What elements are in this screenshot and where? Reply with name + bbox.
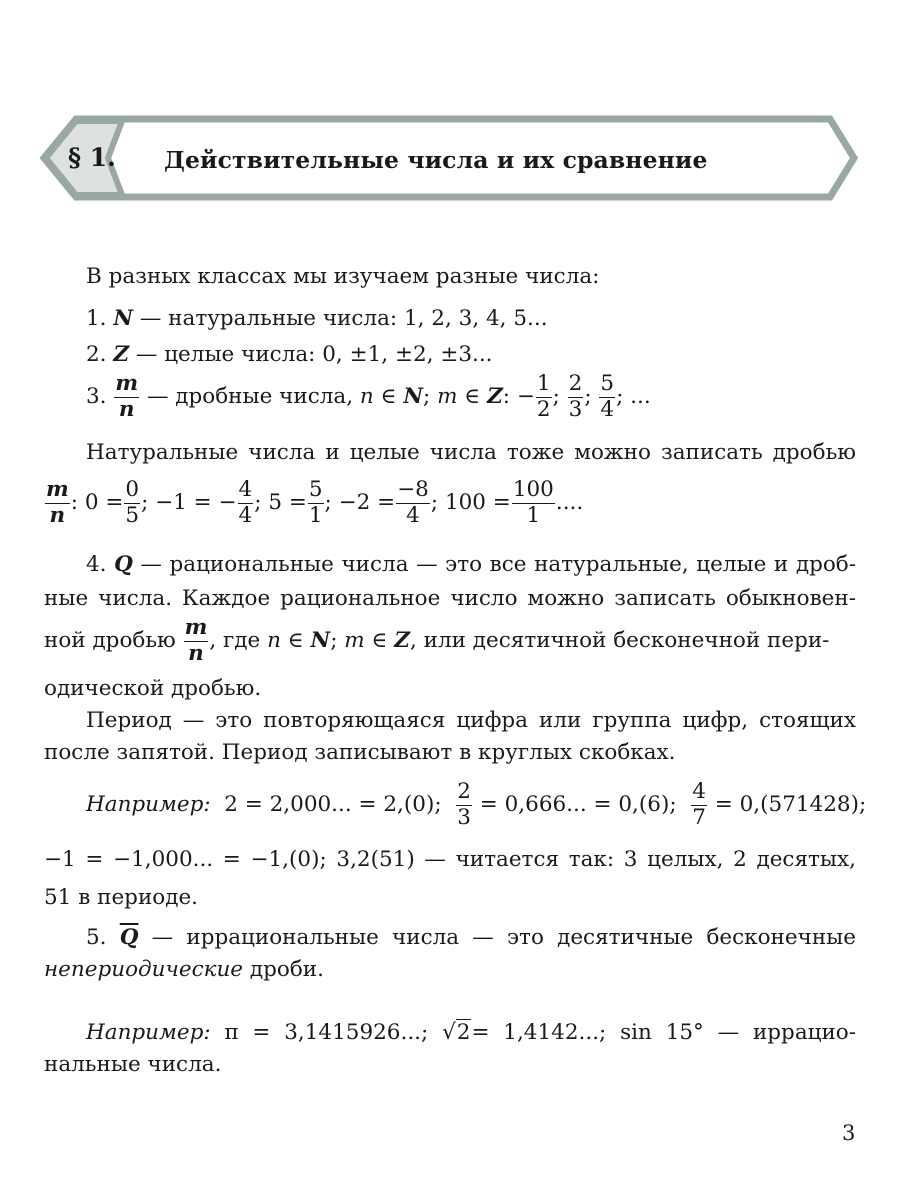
fraction-mn: $\frac{m}{n}$: [184, 615, 208, 666]
paragraph-line: нальные числа.: [44, 1052, 222, 1077]
item-number: 2.: [86, 342, 107, 367]
example-irrational: Например: π = 3,1415926...; √2= 1,4142...; sin 15° — иррацио-: [86, 1020, 856, 1045]
item-integer: [86, 342, 493, 367]
paragraph-line: после запятой. Период записывают в круглых скобках.: [44, 740, 676, 765]
paragraph-line: ной дробью $\frac{m}{n}$ , где n ∈ N; m ∈ Z, или десятичной бесконечной пери-: [44, 615, 830, 666]
fraction: $\frac{4}{7}$: [692, 779, 706, 830]
paragraph-line: 51 в периоде.: [44, 885, 199, 910]
paragraph-line: Натуральные числа и целые числа тоже можно записать дробью: [86, 440, 856, 465]
fraction-mn: $\frac{m}{n}$: [46, 477, 69, 528]
paragraph-line: непериодические дроби.: [44, 957, 324, 982]
paragraph-line: одической дробью.: [44, 676, 262, 701]
item-number: 3.: [86, 384, 107, 410]
fraction: $\frac{2}{3}$: [568, 371, 583, 422]
set-letter: N: [113, 306, 134, 331]
page-number: 3: [842, 1121, 856, 1145]
fraction: $\frac{4}{4}$: [238, 477, 253, 528]
fraction: $\frac{-8}{4}$: [397, 477, 429, 528]
section-number: § 1.: [68, 143, 116, 172]
intro-text: В разных классах мы изучаем разные числа:: [86, 264, 600, 289]
item-text: — натуральные числа: 1, 2, 3, 4, 5...: [133, 306, 548, 331]
paragraph-line: −1 = −1,000... = −1,(0); 3,2(51) — читается так: 3 целых, 2 десятых,: [44, 847, 856, 872]
set-letter: Z: [113, 342, 130, 367]
fraction: $\frac{0}{5}$: [125, 477, 140, 528]
fraction: $\frac{1}{2}$: [536, 371, 551, 422]
example-label: Например:: [86, 792, 211, 818]
item-fraction: 3. $\frac{m}{n}$ — дробные числа, n ∈ N; m ∈ Z: − $\frac{1}{2}$ ; $\frac{2}{3}$ ; $\frac{5}{4}$ ; ...: [86, 371, 651, 422]
section-title: Действительные числа и их сравнение: [164, 146, 708, 174]
item-irrational: 5. $\overline{Q}$ — иррациональные числа — это десятичные бесконечные: [86, 925, 856, 950]
fraction: $\frac{5}{4}$: [600, 371, 615, 422]
fraction: $\frac{100}{1}$: [512, 477, 554, 528]
paragraph-line: ные числа. Каждое рациональное число можно записать обыкновен-: [44, 586, 856, 611]
example-label: Например:: [86, 1020, 211, 1045]
fraction-mn: $\frac{m}{n}$: [115, 371, 139, 422]
fraction: $\frac{2}{3}$: [457, 779, 471, 830]
item-text: — целые числа: 0, ±1, ±2, ±3...: [129, 342, 493, 367]
item-number: 1.: [86, 306, 107, 331]
fraction: $\frac{5}{1}$: [308, 477, 323, 528]
paragraph-line: Период — это повторяющаяся цифра или группа цифр, стоящих: [86, 708, 856, 733]
example-decimals: Например: 2 = 2,000... = 2,(0); $\frac{2}{3}$ = 0,666... = 0,(6); $\frac{4}{7}$ = 0,(571428);: [86, 779, 867, 830]
item-text: — дробные числа,: [140, 384, 360, 410]
item-natural: [86, 306, 548, 331]
item-rational: 4. Q — рациональные числа — это все натуральные, целые и дроб-: [86, 552, 856, 577]
fraction-examples: $\frac{m}{n}$ : 0 = $\frac{0}{5}$ ; −1 = − $\frac{4}{4}$ ; 5 = $\frac{5}{1}$ ; −2 = $\frac{-8}{4}$ ; 100 = $\frac{100}{1}$ ....: [46, 477, 584, 528]
